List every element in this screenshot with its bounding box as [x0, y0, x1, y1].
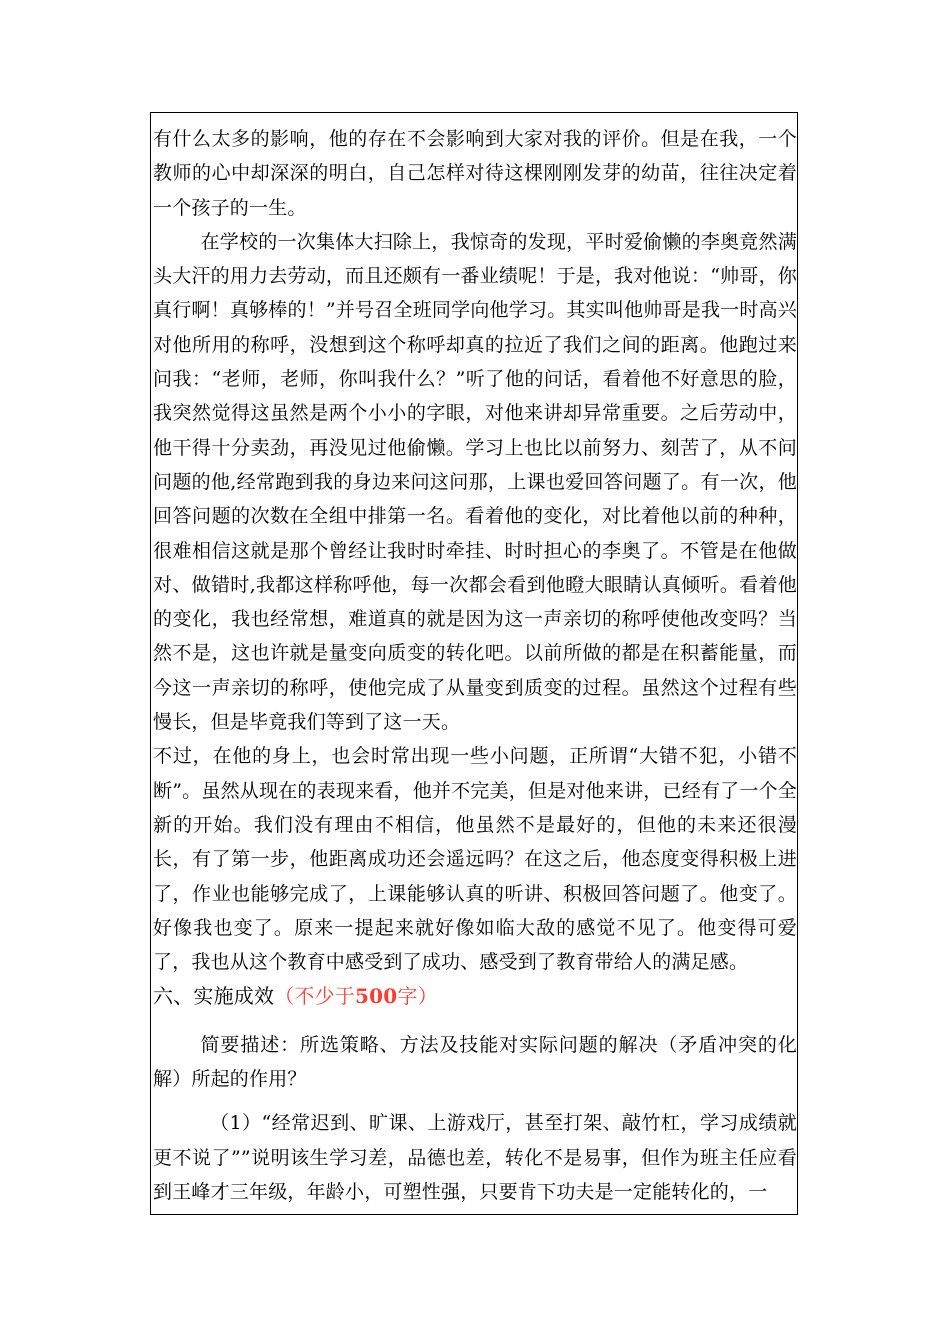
document-body: [153, 122, 797, 1209]
paragraph-reflection: 不过，在他的身上，也会时常出现一些小问题，正所谓“大错不犯，小错不断”。虽然从现在的表现来看，他并不完美，但是对他来讲，已经有了一个全新的开始。我们没有理由不相信，他虽然不是最好的，但他的未来还很漫长，有了第一步，他距离成功还会遥远吗？在这之后，他态度变得积极上进了，作业也能够完成了，上课能够认真的听讲、积极回答问题了。他变了。好像我也变了。原来一提起来就好像如临大敌的感觉不见了。他变得可爱了，我也从这个教育中感受到了成功、感受到了教育带给人的满足感。: [153, 745, 797, 974]
paragraph-li-ao-story: 在学校的一次集体大扫除上，我惊奇的发现，平时爱偷懒的李奥竟然满头大汗的用力去劳动，而且还颇有一番业绩呢！于是，我对他说：“帅哥，你真行啊！真够棒的！”并号召全班同学向他学习。其实叫他帅哥是我一时高兴对他所用的称呼，没想到这个称呼却真的拉近了我们之间的距离。他跑过来问我：“老师，老师，你叫我什么？”听了他的问话，看着他不好意思的脸，我突然觉得这虽然是两个小小的字眼，对他来讲却异常重要。之后劳动中，他干得十分卖劲，再没见过他偷懒。学习上也比以前努力、刻苦了，从不问问题的他,经常跑到我的身边来问这问那，上课也爱回答问题了。有一次，他回答问题的次数在全组中排第一名。看着他的变化，对比着他以前的种种，很难相信这就是那个曾经让我时时牵挂、时时担心的李奥了。不管是在他做对、做错时,我都这样称呼他，每一次都会看到他瞪大眼睛认真倾听。看着他的变化，我也经常想，难道真的就是因为这一声亲切的称呼使他改变吗？当然不是，这也许就是量变向质变的转化吧。以前所做的都是在积蓄能量，而今这一声亲切的称呼，使他完成了从量变到质变的过程。虽然这个过程有些慢长，但是毕竟我们等到了这一天。: [153, 230, 797, 734]
item-1: （1）“经常迟到、旷课、上游戏厅，甚至打架、敲竹杠，学习成绩就更不说了””说明该生学习差，品德也差，转化不是易事，但作为班主任应看到王峰才三年级，年龄小，可塑性强，只要肯下功夫是一定能转化的，一: [153, 1112, 797, 1203]
form-table-cell: [150, 112, 798, 1215]
word-requirement: （不少于500字）: [274, 984, 438, 1009]
paragraph-continuation: 有什么太多的影响，他的存在不会影响到大家对我的评价。但是在我，一个教师的心中却深深的明白，自己怎样对待这棵刚刚发芽的幼苗，往往决定着一个孩子的一生。: [153, 128, 797, 219]
section-heading-label: 六、实施成效: [153, 984, 275, 1009]
summary-prompt: 简要描述：所选策略、方法及技能对实际问题的解决（矛盾冲突的化解）所起的作用？: [153, 1033, 797, 1091]
section-heading: [153, 979, 797, 1013]
